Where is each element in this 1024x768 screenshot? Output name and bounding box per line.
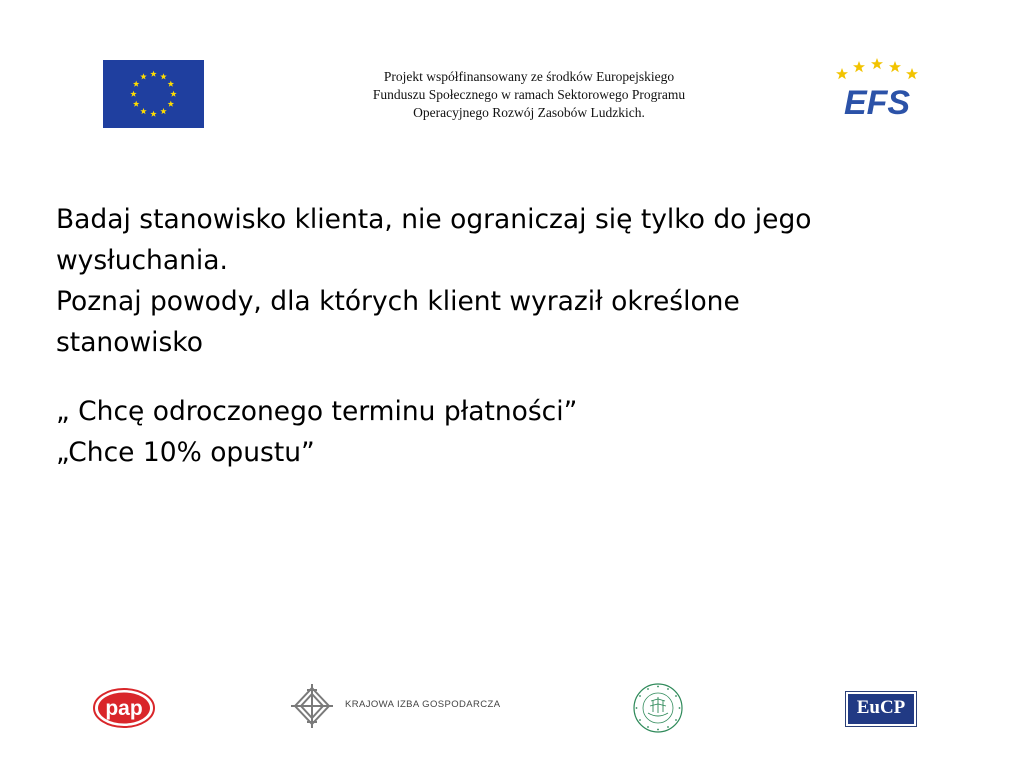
kig-label: KRAJOWA IZBA GOSPODARCZA	[345, 699, 501, 710]
kig-logo	[289, 682, 504, 730]
eucp-logo	[845, 691, 917, 727]
funding-line: Funduszu Społecznego w ramach Sektorowego Programu	[372, 87, 686, 102]
eu-flag-icon	[103, 60, 204, 128]
body-line: stanowisko	[56, 327, 203, 358]
efs-wordmark: EFS	[843, 84, 911, 120]
funding-note	[320, 68, 738, 122]
quote-line: „ Chcę odroczonego terminu płatności”	[56, 396, 578, 427]
sgh-seal-icon	[632, 682, 684, 734]
quote-line: „Chce 10% opustu”	[56, 437, 315, 468]
kig-emblem-icon	[289, 682, 335, 730]
body-line: Poznaj powody, dla których klient wyraził określone	[56, 286, 740, 317]
funding-line: Projekt współfinansowany ze środków Europejskiego	[383, 69, 675, 84]
body-line: Badaj stanowisko klienta, nie ograniczaj się tylko do jego	[56, 204, 812, 235]
efs-stars-icon	[836, 58, 918, 79]
spacer	[56, 363, 956, 391]
pap-wordmark: pap	[105, 697, 143, 720]
slide-body	[56, 199, 956, 473]
eucp-wordmark: EuCP	[848, 694, 914, 724]
body-line: wysłuchania.	[56, 245, 228, 276]
pap-logo	[93, 688, 155, 728]
funding-line: Operacyjnego Rozwój Zasobów Ludzkich.	[413, 105, 645, 120]
efs-logo	[832, 58, 922, 120]
